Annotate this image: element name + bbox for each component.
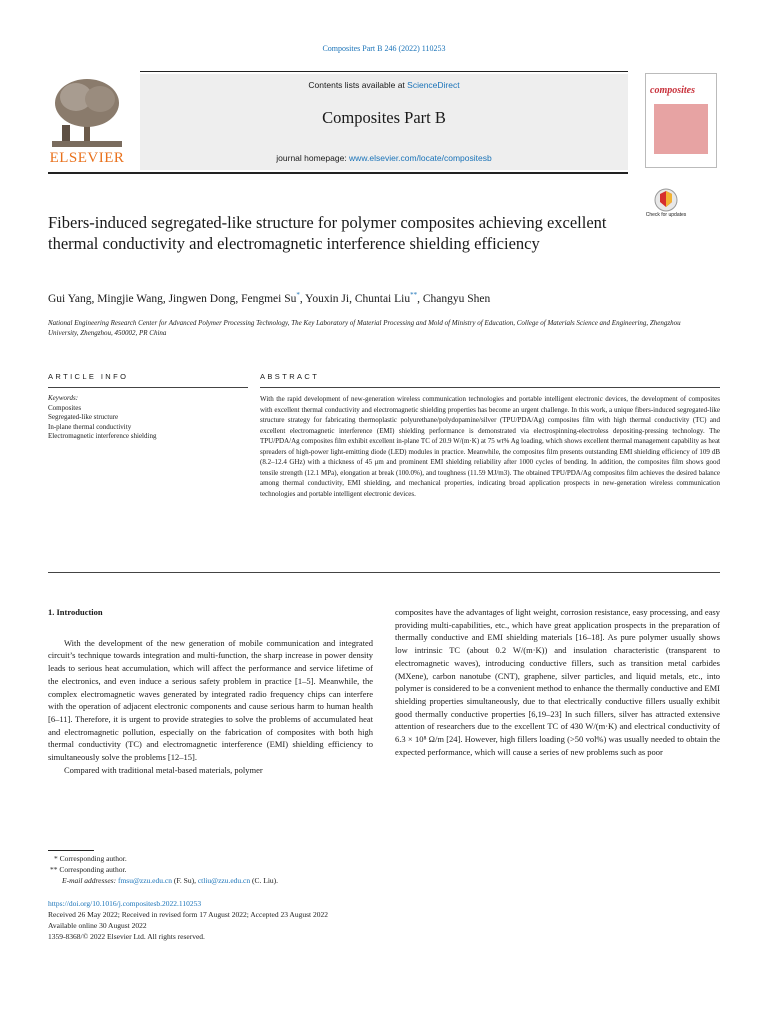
email-owner-su: (F. Su), [171, 876, 198, 885]
abstract-heading: ABSTRACT [260, 372, 320, 381]
homepage-prefix: journal homepage: [276, 153, 350, 163]
article-info-rule [48, 387, 248, 388]
email-link-su[interactable]: fmsu@zzu.edu.cn [117, 876, 172, 885]
contents-line [140, 80, 628, 90]
body-column-right [395, 606, 720, 758]
homepage-line [140, 153, 628, 163]
authors-part-3: , Changyu Shen [417, 292, 491, 305]
header-top-rule [140, 71, 628, 72]
footnote-corresponding-2: ** Corresponding author. [50, 865, 127, 874]
check-for-updates-label: Check for updates [645, 212, 687, 218]
article-info-heading: ARTICLE INFO [48, 372, 129, 381]
keyword: Composites [48, 403, 82, 412]
keyword: Segregated-like structure [48, 413, 119, 421]
abstract-rule [260, 387, 720, 388]
footnotes [48, 853, 720, 886]
affiliation: National Engineering Research Center for Advanced Polymer Processing Technology, The Key Laboratory of Material Processing and Mold of Ministry of Education, College of Materials Science and Engineering, Zhengzhou University, Zhengzhou, 450002, PR China [48, 319, 681, 337]
available-online: Available online 30 August 2022 [48, 921, 147, 930]
sciencedirect-link[interactable]: ScienceDirect [407, 80, 460, 90]
authors-part-1: Gui Yang, Mingjie Wang, Jingwen Dong, Fengmei Su [48, 292, 297, 305]
email-link-liu[interactable]: ctliu@zzu.edu.cn [197, 876, 251, 885]
journal-name: Composites Part B [322, 108, 446, 127]
keywords-block [48, 394, 248, 442]
section-heading-introduction: 1. Introduction [48, 607, 103, 617]
check-for-updates-icon[interactable] [646, 188, 686, 228]
body-column-left [48, 606, 373, 776]
abstract-text: With the rapid development of new-generation wireless communication technologies and portable intelligent electronic devices, the development of composites with excellent thermal conductivity and electromagnetic shielding properties has become an urgent challenge. In this work, a unique fibers-induced segregated-like structure strategy for fabricating thermoplastic polyurethane/polydopamine/silver (TPU/PDA/Ag) composites film with high thermal conductivity (TC) and excellent electromagnetic interference (EMI) shielding performance is demonstrated via electrospinning-electroless depositing-pressing technology. The TPU/PDA/Ag composites film exhibit excellent in-plane TC of 20.9 W/(m·K) at 75 wt% Ag loading, which shows excellent thermal management capability as heat spreaders of high-power light-emitting diode (LED) modules in practice. Meanwhile, the composites film presents outstanding EMI shielding efficiency of 109 dB (8.2–12.4 GHz) with a thickness of 45 μm and prominent EMI shielding reliability after 1000 cycles of bending. In addition, the composites film shows good tensile strength (12.1 MPa), elongation at break (100.0%), and toughness (11.59 MJ/m3). The obtained TPU/PDA/Ag composites film achieves the desired balance among thermal conductivity, EMI shielding, and mechanical properties, indicating broad application prospects in new-generation wireless communication technologies and portable intelligent electronic devices. [260, 395, 720, 498]
keyword: Electromagnetic interference shielding [48, 432, 157, 440]
journal-cover-thumbnail[interactable] [645, 73, 717, 168]
elsevier-wordmark: ELSEVIER [49, 150, 125, 166]
body-paragraph: composites have the advantages of light weight, corrosion resistance, easy processing, and easy providing multi-capabilities, etc., which have great application prospects in the preparation of thermally conductive and EMI shielding materials [16–18]. As pure polymer usually shows low intrinsic TC (about 0.2 W/(m·K)) and insulation characteristic (transparent to electromagnetic waves), introducing conductive fillers, such as transition metal carbides (MXene), carbon nanotube (CNT), graphene, silver particles, and liquid metals, etc., into polymer is considered to be a convenient method to enhance the thermally conductive and EMI shielding properties simultaneously, due to that electrically conductive fillers usually exhibit good thermally conductive properties [6,19–23] In such fillers, silver has attracted extensive attention of researchers due to the excellent TC of 430 W/(m·K) and electrical conductivity of 6.3 × 10⁸ Ω/m [24]. However, high fillers loading (>50 vol%) was usually needed to obtain the expected performance, which will cause a series of new problems such as poor [395, 607, 720, 757]
email-label: E-mail addresses: [62, 876, 118, 885]
abstract-bottom-rule [48, 572, 720, 573]
keywords-label: Keywords: [48, 394, 79, 402]
keyword: In-plane thermal conductivity [48, 422, 132, 431]
article-title: Fibers-induced segregated-like structure for polymer composites achieving excellent thermal conductivity and electromagnetic interference shielding efficiency [48, 213, 607, 253]
cover-title: composites [650, 85, 695, 96]
corresponding-mark-1[interactable]: * [296, 291, 300, 299]
journal-homepage-link[interactable]: www.elsevier.com/locate/compositesb [349, 153, 492, 163]
journal-reference-link[interactable]: Composites Part B 246 (2022) 110253 [322, 44, 446, 53]
body-paragraph: Compared with traditional metal-based materials, polymer [64, 764, 263, 775]
body-paragraph: With the development of the new generation of mobile communication and integrated circuit’s technique towards integration and multi-function, the sharp increase in power density leads to serious heat accumulation, which will affect the performance and service lifetime of the electronics, and even induce a serious safety problem in practice [1–5]. Meanwhile, the complex electromagnetic waves generated by integrated radio frequency chips can interfere with the operation of adjacent electronic components and cause serious harm to human health [6–11]. Therefore, it is urgent to provide strategies to solve the problems of accumulated heat and electromagnetic pollution, especially on the fabrication of composites with both high thermal conductivity (TC) and electromagnetic interference (EMI) shielding efficiency to simultaneously solve the problems [12–15]. [48, 637, 373, 763]
copyright: 1359-8368/© 2022 Elsevier Ltd. All rights reserved. [48, 932, 205, 941]
email-owner-liu: (C. Liu). [250, 876, 279, 885]
author-list [48, 291, 688, 305]
doi-link[interactable]: https://doi.org/10.1016/j.compositesb.2022.110253 [48, 899, 202, 908]
header-bottom-rule [48, 172, 628, 174]
publication-info [48, 898, 720, 942]
authors-part-2: , Youxin Ji, Chuntai Liu [299, 292, 411, 305]
cover-band [654, 104, 708, 154]
received-dates: Received 26 May 2022; Received in revised form 17 August 2022; Accepted 23 August 2022 [48, 910, 328, 919]
footnote-rule [48, 850, 94, 851]
corresponding-mark-2[interactable]: ** [410, 291, 418, 299]
footnote-corresponding-1: * Corresponding author. [54, 854, 127, 863]
footnote-emails [48, 875, 720, 886]
contents-prefix: Contents lists available at [308, 80, 408, 90]
